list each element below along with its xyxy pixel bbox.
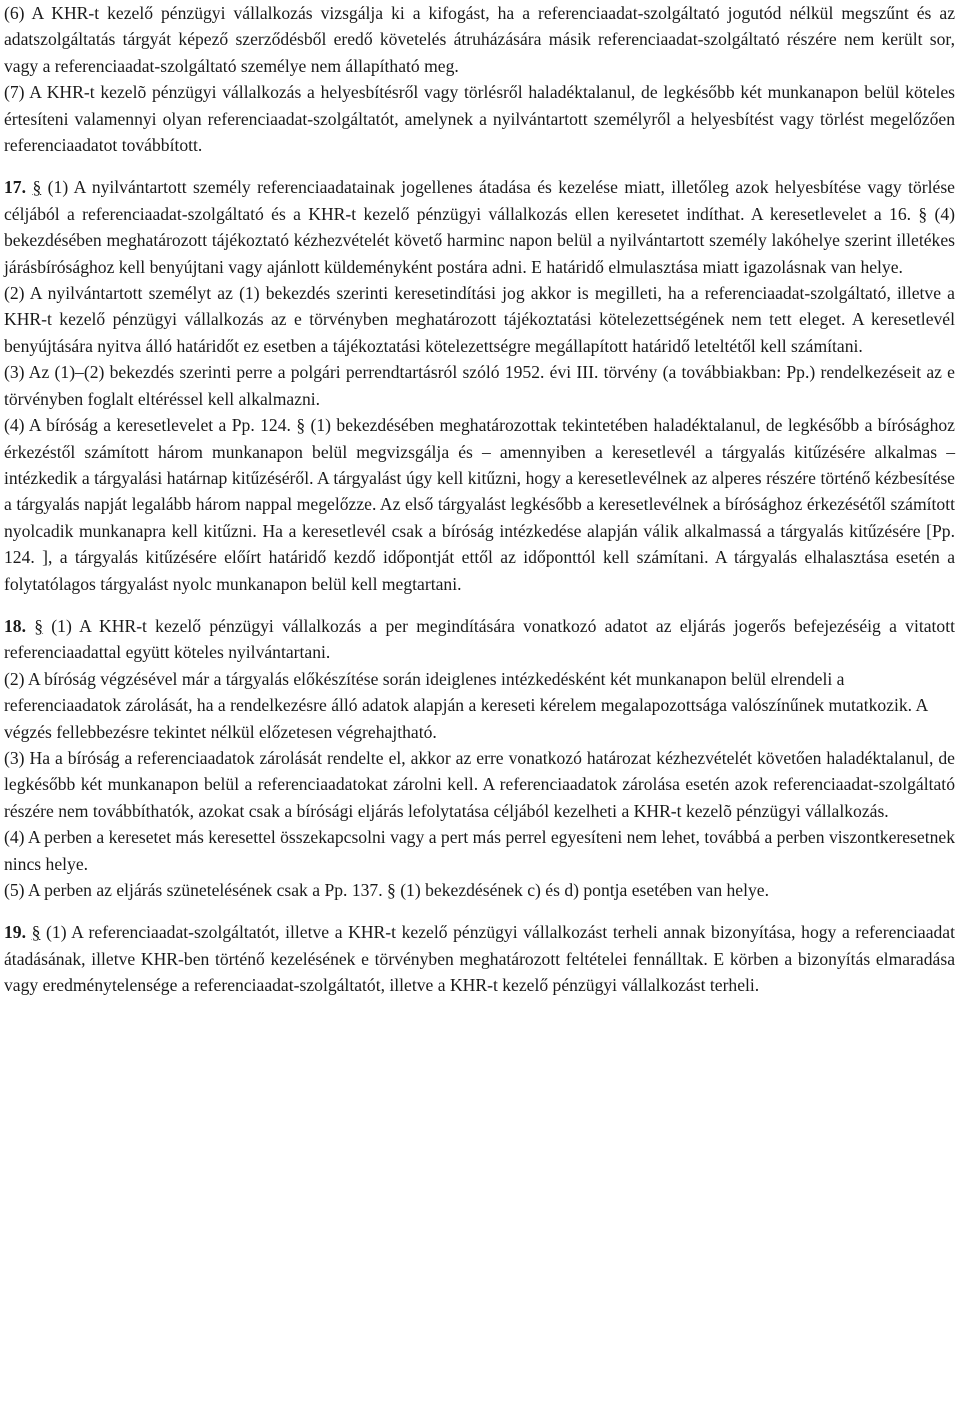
paragraph-18-5: [4, 877, 955, 903]
paragraph-text: (2) A nyilvántartott személyt az (1) bekezdés szerinti keresetindítási jog akkor is megilleti, ha a referenciaadat-szolgáltató, illetve a KHR-t kezelő pénzügyi vállalkozás az e törvényben meghatározott tájékoztatási kötelezettségének nem tett eleget. A keresetlevél benyújtására nyitva álló határidőt ez esetben a tájékoztatási kötelezettségre megállapított határidő leteltétől kell számítani.: [4, 283, 955, 356]
section-gap: [4, 158, 955, 174]
paragraph-text: (5) A perben az eljárás szünetelésének csak a Pp. 137. § (1) bekezdésének c) és d) pontja esetében van helye.: [4, 880, 770, 900]
paragraph-19-1: [4, 919, 955, 998]
document-page: [4, 0, 955, 999]
paragraph-text: (4) A bíróság a keresetlevelet a Pp. 124. § (1) bekezdésében meghatározottak tekintetében haladéktalanul, de legkésőbb a bírósághoz érkezéstől számított három munkanapon belül megvizsgálja és – amennyiben a keresetlevél a tárgyalás kitűzésére alkalmas – intézkedik a tárgyalási határnap kitűzéséről. A tárgyalást úgy kell kitűzni, hogy a keresetlevélnek az alperes részére történő kézbesítése a tárgyalás napját legalább három nappal megelőzze. Az első tárgyalást legkésőbb a keresetlevélnek a bírósághoz érkezésétől számított nyolcadik munkanapra kell kitűzni. Ha a keresetlevél csak a bíróság intézkedése alapján válik alkalmassá a tárgyalás kitűzésére [Pp. 124. ], a tárgyalás kitűzésére előírt határidő kezdő időpontját ettől az időponttól kell számítani. A tárgyalás elhalasztása esetén a folytatólagos tárgyalást nyolc munkanapon belül kell megtartani.: [4, 415, 955, 594]
paragraph-18-3: [4, 745, 955, 824]
section-number: 18.: [4, 615, 26, 636]
section-sign: §: [34, 615, 44, 636]
paragraph-18-2: [4, 666, 955, 745]
paragraph-text: (1) A KHR-t kezelő pénzügyi vállalkozás a per megindítására vonatkozó adatot az eljárás jogerős befejezéséig a vitatott referenciaadattal együtt köteles nyilvántartani.: [4, 615, 955, 663]
section-sign: §: [31, 922, 41, 943]
paragraph-text: (3) Az (1)–(2) bekezdés szerinti perre a polgári perrendtartásról szóló 1952. évi III. törvény (a továbbiakban: Pp.) rendelkezéseit az e törvényben foglalt eltéréssel kell alkalmazni.: [4, 362, 955, 409]
paragraph-17-4: [4, 412, 955, 597]
paragraph-17-3: [4, 359, 955, 412]
section-gap: [4, 597, 955, 613]
paragraph-18-1: [4, 613, 955, 666]
paragraph-text: (1) A nyilvántartott személy referenciaadatainak jogellenes átadása és kezelése miatt, illetőleg azok helyesbítése vagy törlése céljából a referenciaadat-szolgáltató és a KHR-t kezelő pénzügyi vállalkozás ellen keresetet indíthat. A keresetlevelet a 16. § (4) bekezdésében meghatározott tájékoztató kézhezvételét követő harminc napon belül a nyilvántartott személy lakóhelye szerint illetékes járásbírósághoz kell benyújtani vagy ajánlott küldeményként postára adni. E határidő elmulasztása miatt igazolásnak van helye.: [4, 177, 955, 277]
paragraph-text: (3) Ha a bíróság a referenciaadatok zárolását rendelte el, akkor az erre vonatkozó határozat kézhezvételét követően haladéktalanul, de legkésőbb két munkanapon belül a referenciaadatokat zárolni kell. A referenciaadatok zárolása esetén azok referenciaadat-szolgáltató részére nem továbbíthatók, azokat csak a bírósági eljárás lefolytatása céljából kezelheti a KHR-t kezelõ pénzügyi vállalkozás.: [4, 747, 955, 821]
paragraph-17-2: [4, 280, 955, 359]
section-gap: [4, 903, 955, 919]
section-number: 19.: [4, 922, 26, 943]
paragraph-16-6: [4, 0, 955, 79]
section-sign: §: [32, 177, 42, 198]
paragraph-16-7: [4, 79, 955, 158]
paragraph-17-1: [4, 174, 955, 280]
section-number: 17.: [4, 177, 26, 198]
paragraph-text: (7) A KHR-t kezelõ pénzügyi vállalkozás a helyesbítésről vagy törlésről haladéktalanul, de legkésőbb két munkanapon belül köteles értesíteni valamennyi olyan referenciaadat-szolgáltatót, amelynek a nyilvántartott személyről a helyesbítést vagy törlést megelőzően referenciaadatot továbbított.: [4, 82, 955, 156]
paragraph-text: (4) A perben a keresetet más keresettel összekapcsolni vagy a pert más perrel egyesíteni nem lehet, továbbá a perben viszontkeresetnek nincs helye.: [4, 827, 955, 874]
paragraph-text: (6) A KHR-t kezelő pénzügyi vállalkozás vizsgálja ki a kifogást, ha a referenciaadat-szolgáltató jogutód nélkül megszűnt és az adatszolgáltatás tárgyát képező szerződésből eredő követelés átruházására másik referenciaadat-szolgáltató részére nem került sor, vagy a referenciaadat-szolgáltató személye nem állapítható meg.: [4, 3, 955, 76]
paragraph-text: (1) A referenciaadat-szolgáltatót, illetve a KHR-t kezelő pénzügyi vállalkozást terheli annak bizonyítása, hogy a referenciaadat átadásának, illetve KHR-ben történő kezelésének e törvényben meghatározott feltételei fennálltak. E körben a bizonyítás elmaradása vagy eredménytelensége a referenciaadat-szolgáltatót, illetve a KHR-t kezelő pénzügyi vállalkozást terheli.: [4, 922, 955, 996]
paragraph-18-4: [4, 824, 955, 877]
paragraph-text: (2) A bíróság végzésével már a tárgyalás előkészítése során ideiglenes intézkedésként két munkanapon belül elrendeli a referenciaadatok zárolását, ha a rendelkezésre álló adatok alapján a kereseti kérelem megalapozottsága valószínűnek mutatkozik. A végzés fellebbezésre tekintet nélkül előzetesen végrehajtható.: [4, 668, 928, 742]
